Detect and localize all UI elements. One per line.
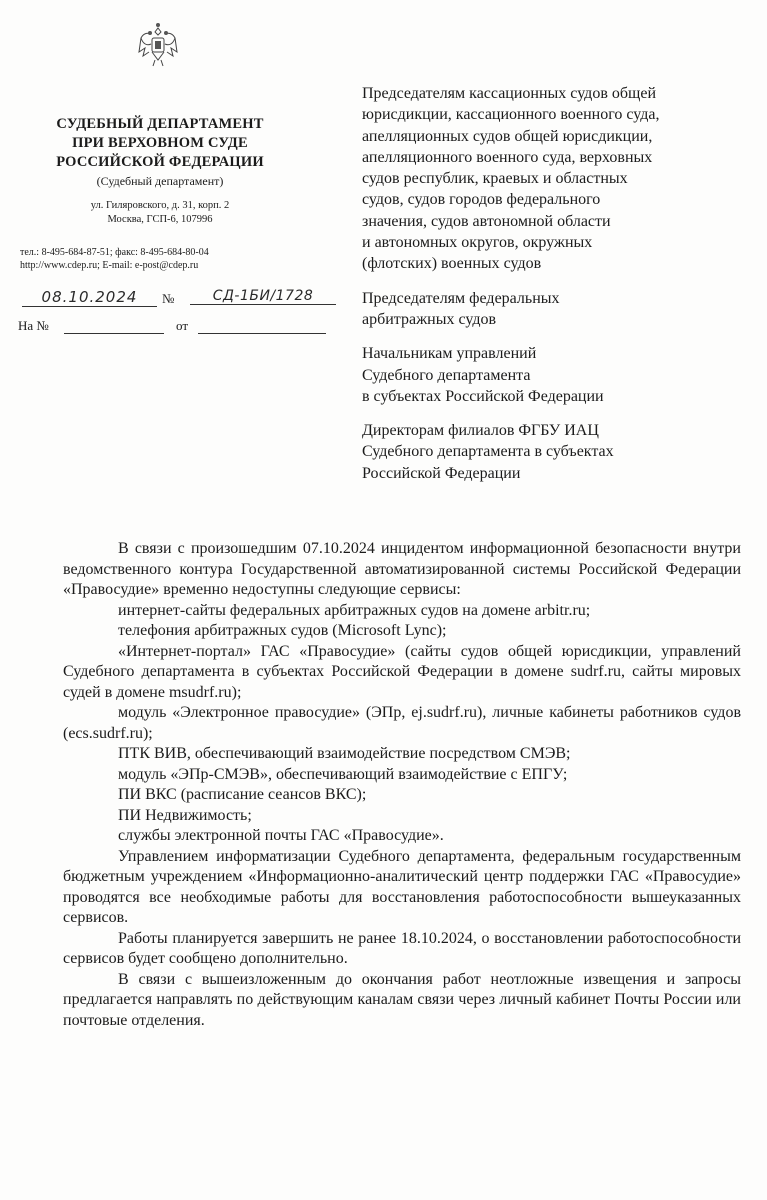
org-name-line: ПРИ ВЕРХОВНОМ СУДЕ bbox=[72, 135, 248, 151]
organization-block bbox=[20, 115, 300, 227]
addressee-line: в субъектах Российской Федерации bbox=[362, 387, 604, 405]
intro-paragraph: В связи с произошедшим 07.10.2024 инцидентом информационной безопасности внутри ведомственного контура Государственной автоматизированной системы Российской Федерации «Правосудие» временно недоступны следующие сервисы: bbox=[63, 540, 741, 598]
addressee-line: значения, судов автономной области bbox=[362, 212, 611, 230]
works-paragraph: Управлением информатизации Судебного департамента, федеральным государственным бюджетным учреждением «Информационно-аналитический центр поддержки ГАС «Правосудие» проводятся все необходимые работы для восстановления работоспособности вышеуказанных сервисов. bbox=[63, 847, 741, 926]
address-line: Москва, ГСП-6, 107996 bbox=[107, 214, 213, 225]
addressee-line: Директорам филиалов ФГБУ ИАЦ bbox=[362, 422, 599, 440]
service-item: модуль «ЭПр-СМЭВ», обеспечивающий взаимодействие с ЕПГУ; bbox=[118, 765, 568, 783]
contacts-block bbox=[20, 246, 310, 272]
web-email-line: http://www.cdep.ru; E-mail: e-post@cdep.ru bbox=[20, 260, 199, 271]
address-line: ул. Гиляровского, д. 31, корп. 2 bbox=[90, 200, 230, 211]
org-address bbox=[20, 199, 300, 227]
handwritten-number: СД-1БИ/1728 bbox=[190, 288, 336, 305]
addressee-group bbox=[362, 288, 762, 331]
blank-line bbox=[64, 333, 164, 334]
addressee-group bbox=[362, 420, 762, 484]
addressee-line: Председателям федеральных bbox=[362, 289, 560, 307]
addressee-line: Судебного департамента bbox=[362, 366, 531, 384]
service-item: телефония арбитражных судов (Microsoft Lync); bbox=[118, 622, 447, 639]
addressee-line: Российской Федерации bbox=[362, 464, 521, 482]
addressee-line: арбитражных судов bbox=[362, 310, 497, 328]
addressee-line: Председателям кассационных судов общей bbox=[362, 85, 656, 102]
service-item: ПИ ВКС (расписание сеансов ВКС); bbox=[118, 786, 367, 803]
phone-fax-line: тел.: 8-495-684-87-51; факс: 8-495-684-80-04 bbox=[20, 247, 209, 258]
addressee-line: Начальникам управлений bbox=[362, 345, 537, 363]
addressee-line: судов, судов городов федерального bbox=[362, 191, 601, 209]
na-label: На № bbox=[18, 318, 49, 333]
service-item: модуль «Электронное правосудие» (ЭПр, ej.sudrf.ru), личные кабинеты работников судов (ecs.sudrf.ru); bbox=[63, 704, 741, 742]
instructions-paragraph: В связи с вышеизложенным до окончания работ неотложные извещения и запросы предлагается направлять по действующим каналам связи через личный кабинет Почты России или почтовые отделения. bbox=[63, 970, 741, 1029]
addressee-line: юрисдикции, кассационного военного суда, bbox=[362, 106, 660, 124]
addressee-line: судов республик, краевых и областных bbox=[362, 170, 628, 188]
service-item: «Интернет-портал» ГАС «Правосудие» (сайты судов общей юрисдикции, управлений Судебного департамента в субъектах Российской Федерации в домене sudrf.ru, сайты мировых судей в домене msudrf.ru); bbox=[63, 642, 741, 701]
number-sign: № bbox=[162, 291, 175, 306]
addressee-line: (флотских) военных судов bbox=[362, 255, 542, 273]
service-item: службы электронной почты ГАС «Правосудие». bbox=[118, 827, 444, 844]
coat-of-arms-emblem bbox=[137, 22, 179, 70]
addressee-line: апелляционного военного суда, верховных bbox=[362, 148, 653, 166]
service-item: ПТК ВИВ, обеспечивающий взаимодействие посредством СМЭВ; bbox=[118, 745, 571, 762]
addressee-line: апелляционных судов общей юрисдикции, bbox=[362, 127, 653, 145]
org-name-line: СУДЕБНЫЙ ДЕПАРТАМЕНТ bbox=[56, 116, 264, 132]
addressee-group bbox=[362, 83, 762, 275]
ot-label: от bbox=[176, 318, 189, 333]
blank-line bbox=[198, 333, 326, 334]
deadline-paragraph: Работы планируется завершить не ранее 18.10.2024, о восстановлении работоспособности сервисов будет сообщено дополнительно. bbox=[63, 929, 741, 967]
org-short-name: (Судебный департамент) bbox=[96, 174, 224, 188]
reply-reference-line bbox=[18, 318, 328, 338]
addressee-group bbox=[362, 343, 762, 407]
service-item: интернет-сайты федеральных арбитражных судов на домене arbitr.ru; bbox=[118, 601, 591, 619]
service-item: ПИ Недвижимость; bbox=[118, 806, 252, 824]
org-name-line: РОССИЙСКОЙ ФЕДЕРАЦИИ bbox=[56, 154, 264, 170]
outgoing-number-line bbox=[22, 288, 322, 310]
addressee-line: и автономных округов, окружных bbox=[362, 234, 593, 252]
letter-body bbox=[63, 539, 741, 1031]
handwritten-date: 08.10.2024 bbox=[22, 288, 157, 307]
addressees-block bbox=[362, 83, 762, 497]
addressee-line: Судебного департамента в субъектах bbox=[362, 443, 614, 461]
